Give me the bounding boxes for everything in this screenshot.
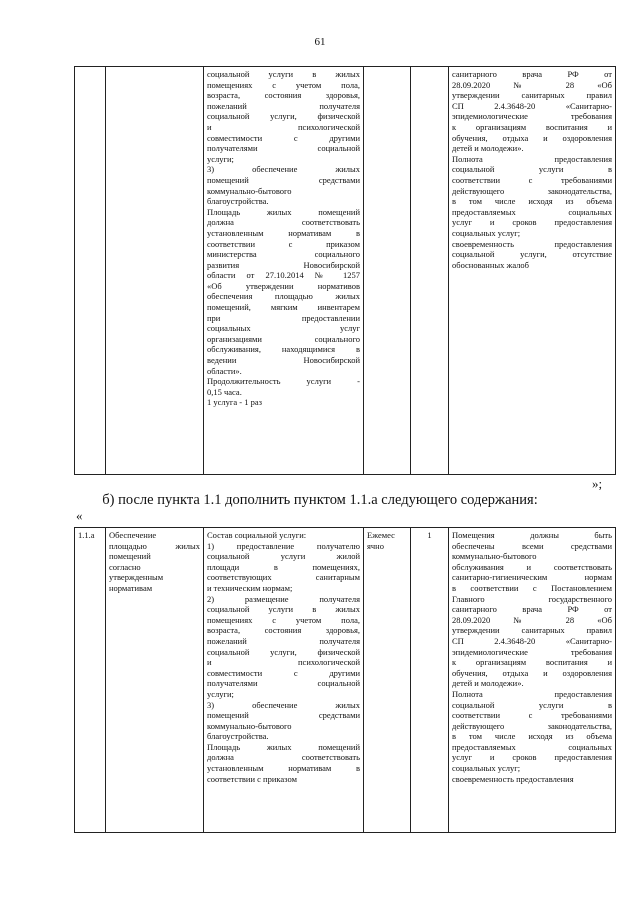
text-line: социальных услуг;	[452, 227, 521, 238]
amendment-heading: б) после пункта 1.1 дополнить пунктом 1.1.а следующего содержания:	[102, 492, 538, 508]
text-line: 28.09.2020 № 28 «Об	[452, 79, 612, 90]
text-line: социальной услуги, отсутствие	[452, 249, 612, 260]
text-line: помещений средствами	[207, 710, 360, 721]
text-line: соответствии с требованиями	[452, 174, 612, 185]
text-line: СП 2.4.3648-20 «Санитарно-	[452, 100, 612, 111]
table-row	[75, 528, 616, 833]
text-line: Полнота предоставления	[452, 688, 612, 699]
text-line: к организациям воспитания и	[452, 657, 612, 668]
text-line: в том числе исходя из объема	[452, 731, 612, 742]
text-line: Ежемес	[367, 530, 395, 540]
text-line: Главного государственного	[452, 593, 612, 604]
text-line: услуг и сроков предоставления	[452, 217, 612, 228]
text-line: к организациям воспитания и	[452, 121, 612, 132]
table-new-item	[74, 527, 616, 833]
text-line: помещениях с учетом пола,	[207, 79, 360, 90]
text-line: в соответствии с Постановлением	[452, 582, 612, 593]
text-line: социальных услуг;	[452, 763, 521, 774]
text-line: согласно	[109, 561, 141, 572]
text-line: и психологической	[207, 121, 360, 132]
text-line: социальной услуги в жилых	[207, 604, 360, 615]
text-line: эпидемиологические требования	[452, 646, 612, 657]
text-line: ячно	[367, 540, 384, 551]
cell-number	[75, 67, 106, 475]
text-line: обеспечения площадью жилых	[207, 291, 360, 302]
text-line: и техническим нормам;	[207, 582, 293, 593]
text-line: получателями социальной	[207, 678, 360, 689]
text-line: своевременность предоставления	[452, 238, 612, 249]
text-line: обслуживания и соответствовать	[452, 561, 612, 572]
text-line: благоустройства.	[207, 196, 269, 207]
text-line: Площадь жилых помещений	[207, 206, 360, 217]
cell-periodicity	[364, 67, 411, 475]
text-line: совместимости с другими	[207, 667, 360, 678]
text-line: возраста, состояния здоровья,	[207, 90, 360, 101]
text-line: Помещения должны быть	[452, 530, 612, 540]
text-line: обслуживания, находящимися в	[207, 344, 360, 355]
text-line: коммунально-бытового	[452, 551, 537, 562]
cell-quality	[449, 528, 616, 833]
cell-name	[106, 67, 204, 475]
text-line: действующего законодательства,	[452, 185, 612, 196]
text-line: установленным нормативам в	[207, 763, 360, 774]
text-line: площадью жилых	[109, 540, 200, 551]
opening-quote: «	[76, 508, 83, 523]
text-line: должна соответствовать	[207, 217, 360, 228]
text-line: Полнота предоставления	[452, 153, 612, 164]
text-line: социальной услуги в	[452, 699, 612, 710]
text-line: обучения, отдыха и оздоровления	[452, 132, 612, 143]
text-line: соответствии с приказом	[207, 238, 360, 249]
text-line: установленным нормативам в	[207, 227, 360, 238]
text-line: «Об утверждении нормативов	[207, 280, 360, 291]
table-row	[75, 67, 616, 475]
text-line: развития Новосибирской	[207, 259, 360, 270]
cell-number: 1.1.а	[75, 528, 106, 833]
text-line: нормативам	[109, 582, 153, 593]
text-line: коммунально-бытового	[207, 185, 292, 196]
text-line: благоустройства.	[207, 731, 269, 742]
cell-periodicity	[364, 528, 411, 833]
text-line: обучения, отдыха и оздоровления	[452, 667, 612, 678]
text-line: детей и молодежи».	[452, 143, 524, 154]
text-line: предоставляемых социальных	[452, 741, 612, 752]
table-continued	[74, 66, 616, 475]
text-line: социальной услуги, физической	[207, 111, 360, 122]
text-line: санитарного врача РФ от	[452, 604, 612, 615]
text-line: 28.09.2020 № 28 «Об	[452, 614, 612, 625]
text-line: совместимости с другими	[207, 132, 360, 143]
text-line: и психологической	[207, 657, 360, 668]
page-number: 61	[314, 36, 326, 48]
cell-service-content	[204, 528, 364, 833]
text-line: организациями социального	[207, 333, 360, 344]
text-line: соответствии с приказом	[207, 773, 297, 784]
text-line: помещениях с учетом пола,	[207, 614, 360, 625]
text-line: при предоставлении	[207, 312, 360, 323]
text-line: 1) предоставление получателю	[207, 540, 360, 551]
text-line: утвержденным	[109, 572, 164, 583]
text-line: области».	[207, 365, 242, 376]
cell-quality	[449, 67, 616, 475]
text-line: помещений средствами	[207, 174, 360, 185]
text-line: услуги;	[207, 688, 234, 699]
cell-units: 1	[411, 528, 449, 833]
text-line: помещений, мягким инвентарем	[207, 302, 360, 313]
text-line: СП 2.4.3648-20 «Санитарно-	[452, 635, 612, 646]
text-line: социальной услуги жилой	[207, 551, 360, 562]
cell-service-content	[204, 67, 364, 475]
text-line: своевременность предоставления	[452, 773, 574, 784]
cell-units	[411, 67, 449, 475]
text-line: помещений	[109, 551, 151, 562]
text-line: 1 услуга - 1 раз	[207, 397, 262, 408]
text-line: социальных услуг	[207, 323, 360, 334]
text-line: ведении Новосибирской	[207, 355, 360, 366]
text-line: Площадь жилых помещений	[207, 741, 360, 752]
text-line: эпидемиологические требования	[452, 111, 612, 122]
text-line: социальной услуги в жилых	[207, 69, 360, 79]
text-line: детей и молодежи».	[452, 678, 524, 689]
text-line: 3) обеспечение жилых	[207, 699, 360, 710]
text-line: соответствии с требованиями	[452, 710, 612, 721]
text-line: соответствующих санитарным	[207, 572, 360, 583]
text-line: услуг и сроков предоставления	[452, 752, 612, 763]
text-line: возраста, состояния здоровья,	[207, 625, 360, 636]
text-line: Продолжительность услуги -	[207, 376, 360, 387]
text-line: Обеспечение	[109, 530, 157, 540]
closing-quote: »;	[592, 476, 603, 491]
text-line: пожеланий получателя	[207, 635, 360, 646]
text-line: площади в помещениях,	[207, 561, 360, 572]
text-line: услуги;	[207, 153, 234, 164]
text-line: санитарно-гигиеническим нормам	[452, 572, 612, 583]
text-line: утверждении санитарных правил	[452, 625, 612, 636]
text-line: действующего законодательства,	[452, 720, 612, 731]
text-line: социальной услуги в	[452, 164, 612, 175]
text-line: 2) размещение получателя	[207, 593, 360, 604]
text-line: области от 27.10.2014 № 1257	[207, 270, 360, 281]
text-line: социальной услуги, физической	[207, 646, 360, 657]
text-line: получателями социальной	[207, 143, 360, 154]
text-line: должна соответствовать	[207, 752, 360, 763]
text-line: санитарного врача РФ от	[452, 69, 612, 79]
text-line: обеспечены всеми средствами	[452, 540, 612, 551]
text-line: 3) обеспечение жилых	[207, 164, 360, 175]
text-line: 0,15 часа.	[207, 386, 242, 397]
text-line: обоснованных жалоб	[452, 259, 530, 270]
text-line: коммунально-бытового	[207, 720, 292, 731]
text-line: Состав социальной услуги:	[207, 530, 307, 540]
text-line: пожеланий получателя	[207, 100, 360, 111]
text-line: предоставляемых социальных	[452, 206, 612, 217]
cell-name	[106, 528, 204, 833]
text-line: в том числе исходя из объема	[452, 196, 612, 207]
text-line: министерства социального	[207, 249, 360, 260]
text-line: утверждении санитарных правил	[452, 90, 612, 101]
